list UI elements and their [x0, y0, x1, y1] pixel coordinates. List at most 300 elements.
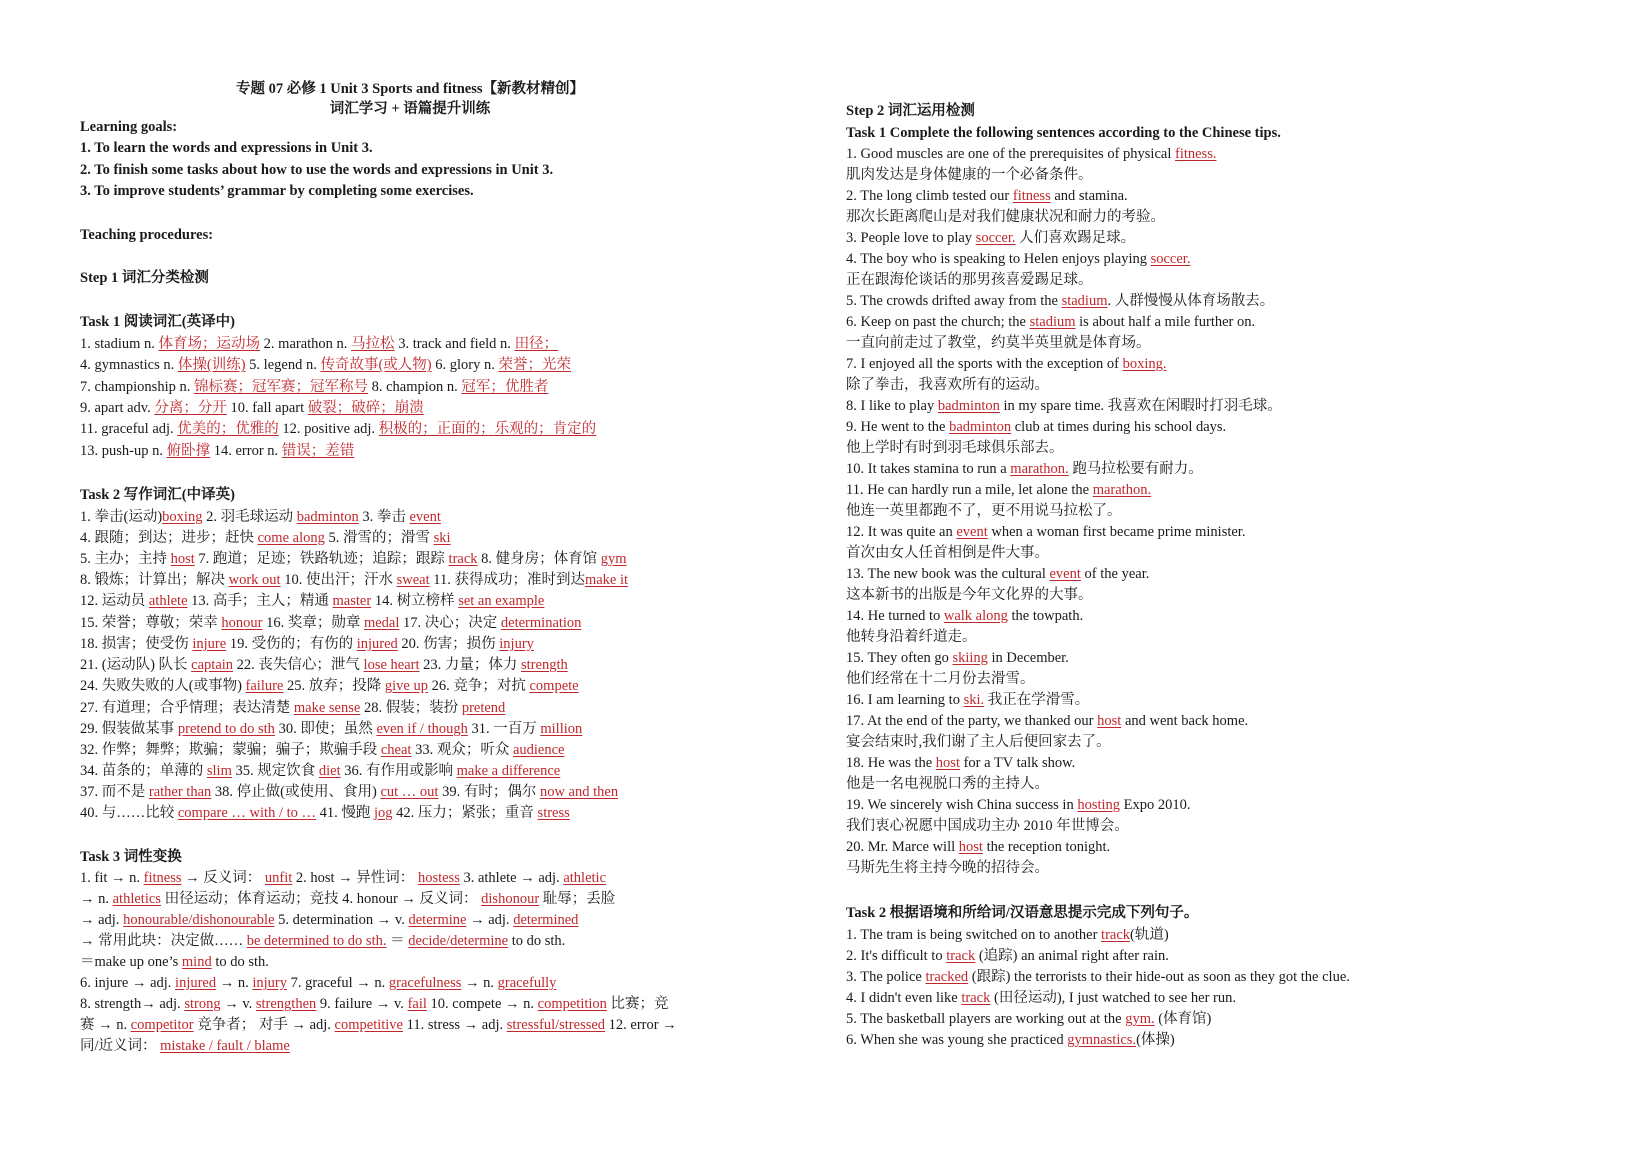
- answer-text: sweat: [396, 572, 430, 588]
- section-heading: [80, 225, 213, 245]
- line-text: 17. 决心；决定: [399, 615, 501, 631]
- line-text: 33. 观众；听众: [411, 742, 513, 758]
- line-text: (追踪) an animal right after rain.: [975, 948, 1169, 964]
- line-text: → n.: [461, 975, 498, 991]
- answer-text: mind: [181, 954, 212, 970]
- answer-text: strengthen: [255, 996, 317, 1012]
- line-text: 田径运动；体育运动；竞技 4. honour → 反义词：: [160, 891, 482, 907]
- answer-text: come along: [257, 530, 325, 546]
- line-text: 24. 失败失败的人(或事物): [80, 678, 246, 694]
- text-line: [846, 270, 1093, 290]
- line-text: (体育馆): [1154, 1011, 1212, 1027]
- text-line: [80, 419, 596, 439]
- line-text: 28. 假装；装扮: [360, 700, 462, 716]
- text-line: [80, 441, 354, 461]
- answer-text: badminton: [937, 398, 1000, 414]
- line-text: 4. 跟随；到达；进步；赶快: [80, 530, 258, 546]
- line-text: . 人群慢慢从体育场散去。: [1107, 293, 1275, 309]
- line-text: 39. 有时；偶尔: [438, 784, 540, 800]
- answer-text: fitness: [1012, 188, 1051, 204]
- line-text: → v.: [220, 996, 256, 1012]
- line-text: 5. 滑雪的；滑雪: [324, 530, 434, 546]
- line-text: 14. error n.: [210, 443, 282, 459]
- text-line: [846, 753, 1075, 773]
- line-text: of the year.: [1080, 566, 1150, 582]
- answer-text: tracked: [925, 969, 969, 985]
- line-text: club at times during his school days.: [1011, 419, 1227, 435]
- line-text: 18. He was the: [846, 755, 936, 771]
- answer-text: 分离；分开: [154, 400, 227, 416]
- line-text: 9. apart adv.: [80, 400, 155, 416]
- text-line: [80, 591, 544, 611]
- answer-text: badminton: [949, 419, 1012, 435]
- text-line: [80, 549, 627, 569]
- answer-text: stress: [537, 805, 570, 821]
- line-text: 1. stadium n.: [80, 336, 159, 352]
- answer-text: failure: [245, 678, 284, 694]
- answer-text: determination: [500, 615, 582, 631]
- text-line: [846, 165, 1093, 185]
- text-line: [80, 698, 505, 718]
- text-line: [846, 249, 1190, 269]
- line-text: 3. athlete → adj.: [459, 870, 564, 886]
- answer-text: track: [448, 551, 478, 567]
- line-text: 1. fit → n.: [80, 870, 144, 886]
- text-line: [846, 354, 1167, 374]
- line-text: 6. Keep on past the church; the: [846, 314, 1030, 330]
- answer-text: strong: [184, 996, 221, 1012]
- line-text: Task 3 词性变换: [80, 849, 182, 865]
- answer-text: marathon.: [1092, 482, 1152, 498]
- line-text: 5. 主办；主持: [80, 551, 171, 567]
- answer-text: athletic: [563, 870, 606, 886]
- answer-text: 俯卧撑: [166, 443, 211, 459]
- section-heading: [80, 181, 474, 201]
- line-text: 10. It takes stamina to run a: [846, 461, 1011, 477]
- line-text: 2. The long climb tested our: [846, 188, 1013, 204]
- answer-text: give up: [384, 678, 428, 694]
- text-line: [80, 910, 578, 930]
- answer-text: honour: [221, 615, 263, 631]
- answer-text: competitive: [334, 1017, 403, 1033]
- answer-text: hosting: [1077, 797, 1121, 813]
- answer-text: jog: [374, 805, 393, 821]
- answer-text: competition: [537, 996, 607, 1012]
- line-text: 耻辱；丢脸: [539, 891, 616, 907]
- answer-text: badminton: [296, 509, 359, 525]
- answer-text: soccer.: [1150, 251, 1191, 267]
- text-line: [80, 634, 534, 654]
- text-line: [80, 931, 565, 951]
- answer-text: audience: [512, 742, 565, 758]
- line-text: (田径运动), I just watched to see her run.: [990, 990, 1236, 1006]
- line-text: 马斯先生将主持今晚的招待会。: [846, 860, 1049, 876]
- line-text: 他是一名电视脱口秀的主持人。: [846, 776, 1049, 792]
- answer-text: walk along: [943, 608, 1008, 624]
- line-text: 23. 力量；体力: [419, 657, 522, 673]
- section-heading: [80, 268, 209, 288]
- answer-text: stressful/stressed: [506, 1017, 606, 1033]
- line-text: 15. They often go: [846, 650, 953, 666]
- line-text: (跟踪) the terrorists to their hide-out as soon as they got the clue.: [968, 969, 1350, 985]
- line-text: (轨道): [1130, 927, 1169, 943]
- line-text: Task 2 写作词汇(中译英): [80, 487, 235, 503]
- line-text: 比赛；竞: [606, 996, 669, 1012]
- answer-text: 马拉松: [351, 336, 395, 352]
- line-text: → adj.: [466, 912, 514, 928]
- answer-text: boxing.: [1122, 356, 1167, 372]
- text-line: [846, 291, 1274, 311]
- text-line: [846, 648, 1069, 668]
- line-text: 12. positive adj.: [278, 421, 379, 437]
- line-text: 4. I didn't even like: [846, 990, 962, 1006]
- answer-text: make sense: [293, 700, 361, 716]
- line-text: 8. I like to play: [846, 398, 938, 414]
- answer-text: event: [409, 509, 441, 525]
- text-line: [80, 334, 558, 354]
- text-line: [846, 816, 1129, 836]
- line-text: 5. The basketball players are working out at the: [846, 1011, 1126, 1027]
- answer-text: cut … out: [380, 784, 439, 800]
- line-text: 他上学时有时到羽毛球俱乐部去。: [846, 440, 1064, 456]
- line-text: 34. 苗条的；单薄的: [80, 763, 207, 779]
- line-text: ＝make up one’s: [80, 954, 182, 970]
- answer-text: million: [540, 721, 583, 737]
- line-text: 13. push-up n.: [80, 443, 167, 459]
- text-line: [846, 417, 1226, 437]
- text-line: [846, 690, 1089, 710]
- text-line: [846, 312, 1255, 332]
- answer-text: 错误；差错: [281, 443, 355, 459]
- text-line: [80, 889, 615, 909]
- text-line: [80, 782, 618, 802]
- section-heading: [80, 485, 235, 505]
- answer-text: injured: [356, 636, 398, 652]
- text-line: [846, 501, 1122, 521]
- answer-text: 锦标赛；冠军赛；冠军称号: [193, 379, 368, 395]
- answer-text: honourable/dishonourable: [123, 912, 275, 928]
- text-line: [80, 761, 560, 781]
- line-text: 41. 慢跑: [316, 805, 375, 821]
- answer-text: host: [1097, 713, 1122, 729]
- answer-text: unfit: [264, 870, 293, 886]
- answer-text: 破裂；破碎；崩溃: [307, 400, 424, 416]
- answer-text: pretend to do sth: [177, 721, 275, 737]
- text-line: [80, 740, 565, 760]
- answer-text: host: [958, 839, 983, 855]
- answer-text: rather than: [148, 784, 212, 800]
- text-line: [846, 988, 1236, 1008]
- text-line: [846, 837, 1110, 857]
- answer-text: mistake / fault / blame: [160, 1038, 290, 1054]
- line-text: 19. 受伤的；有伤的: [226, 636, 357, 652]
- line-text: 27. 有道理；合乎情理；表达清楚: [80, 700, 294, 716]
- line-text: for a TV talk show.: [959, 755, 1076, 771]
- line-text: 12. 运动员: [80, 593, 149, 609]
- text-line: [80, 803, 570, 823]
- line-text: 一直向前走过了教堂，约莫半英里就是体育场。: [846, 335, 1151, 351]
- line-text: 11. 获得成功；准时到达: [429, 572, 585, 588]
- answer-text: compare … with / to …: [177, 805, 317, 821]
- answer-text: set an example: [458, 593, 545, 609]
- line-text: 13. The new book was the cultural: [846, 566, 1050, 582]
- line-text: 7. championship n.: [80, 379, 194, 395]
- line-text: 20. 伤害；损伤: [397, 636, 500, 652]
- line-text: 19. We sincerely wish China success in: [846, 797, 1078, 813]
- line-text: 2. It's difficult to: [846, 948, 947, 964]
- line-text: 3. To improve students’ grammar by completing some exercises.: [80, 183, 474, 199]
- line-text: 那次长距离爬山是对我们健康状况和耐力的考验。: [846, 209, 1165, 225]
- line-text: 7. graceful → n.: [287, 975, 389, 991]
- line-text: → adj.: [80, 912, 124, 928]
- line-text: Task 1 阅读词汇(英译中): [80, 314, 235, 330]
- line-text: and stamina.: [1050, 188, 1128, 204]
- line-text: and went back home.: [1121, 713, 1249, 729]
- answer-text: fail: [407, 996, 427, 1012]
- text-line: [846, 774, 1049, 794]
- text-line: [80, 655, 568, 675]
- answer-text: gym.: [1125, 1011, 1155, 1027]
- line-text: Task 1 Complete the following sentences according to the Chinese tips.: [846, 125, 1281, 141]
- answer-text: diet: [318, 763, 341, 779]
- answer-text: injury: [499, 636, 534, 652]
- line-text: 37. 而不是: [80, 784, 149, 800]
- text-line: [846, 375, 1049, 395]
- line-text: 12. error →: [605, 1017, 677, 1033]
- text-line: [846, 459, 1203, 479]
- text-line: [846, 438, 1064, 458]
- answer-text: gracefully: [497, 975, 557, 991]
- line-text: 6. When she was young she practiced: [846, 1032, 1068, 1048]
- answer-text: track: [1101, 927, 1131, 943]
- line-text: 40. 与……比较: [80, 805, 178, 821]
- line-text: 15. 荣誉；尊敬；荣幸: [80, 615, 222, 631]
- line-text: 我们衷心祝愿中国成功主办 2010 年世博会。: [846, 818, 1129, 834]
- answer-text: fitness: [143, 870, 182, 886]
- text-line: [80, 973, 556, 993]
- line-text: 16. 奖章；勋章: [262, 615, 364, 631]
- answer-text: soccer.: [975, 230, 1016, 246]
- answer-text: make a difference: [456, 763, 561, 779]
- section-heading: [80, 160, 553, 180]
- section-heading: [80, 847, 182, 867]
- section-heading: [846, 101, 975, 121]
- answer-text: 冠军；优胜者: [461, 379, 549, 395]
- text-line: [80, 613, 581, 633]
- line-text: 3. The police: [846, 969, 926, 985]
- line-text: 5. The crowds drifted away from the: [846, 293, 1062, 309]
- page-title: 专题 07 必修 1 Unit 3 Sports and fitness【新教材精创】: [235, 81, 585, 97]
- line-text: Step 1 词汇分类检测: [80, 270, 209, 286]
- line-text: 正在跟海伦谈话的那男孩喜爱踢足球。: [846, 272, 1093, 288]
- answer-text: 优美的；优雅的: [177, 421, 279, 437]
- answer-text: hostess: [417, 870, 460, 886]
- line-text: 11. He can hardly run a mile, let alone the: [846, 482, 1093, 498]
- section-heading: [80, 312, 235, 332]
- text-line: [80, 868, 606, 888]
- section-heading: [846, 903, 1198, 923]
- answer-text: slim: [206, 763, 232, 779]
- line-text: 3. track and field n.: [394, 336, 515, 352]
- answer-text: work out: [228, 572, 281, 588]
- line-text: 35. 规定饮食: [231, 763, 319, 779]
- line-text: 9. He went to the: [846, 419, 950, 435]
- text-line: [846, 144, 1216, 164]
- line-text: 除了拳击，我喜欢所有的运动。: [846, 377, 1049, 393]
- line-text: 肌肉发达是身体健康的一个必备条件。: [846, 167, 1093, 183]
- line-text: Step 2 词汇运用检测: [846, 103, 975, 119]
- line-text: 31. 一百万: [467, 721, 541, 737]
- line-text: (体操): [1136, 1032, 1175, 1048]
- line-text: 8. 锻炼；计算出；解决: [80, 572, 229, 588]
- line-text: Teaching procedures:: [80, 227, 214, 243]
- answer-text: 体育场；运动场: [158, 336, 261, 352]
- line-text: Learning goals:: [80, 119, 178, 135]
- answer-text: pretend: [461, 700, 506, 716]
- text-line: [846, 522, 1245, 542]
- line-text: 38. 停止做(或使用、食用): [211, 784, 381, 800]
- line-text: the reception tonight.: [982, 839, 1111, 855]
- text-line: [846, 543, 1049, 563]
- answer-text: boxing: [162, 509, 203, 525]
- line-text: → 反义词：: [181, 870, 265, 886]
- line-text: 他们经常在十二月份去滑雪。: [846, 671, 1035, 687]
- page-subtitle: 词汇学习 + 语篇提升训练: [329, 101, 491, 117]
- line-text: 32. 作弊；舞弊；欺骗；蒙骗；骗子；欺骗手段: [80, 742, 381, 758]
- answer-text: injure: [192, 636, 227, 652]
- text-line: [846, 967, 1350, 987]
- line-text: 11. graceful adj.: [80, 421, 178, 437]
- line-text: 18. 损害；使受伤: [80, 636, 193, 652]
- line-text: 1. 拳击(运动): [80, 509, 163, 525]
- line-text: 他转身沿着纤道走。: [846, 629, 977, 645]
- line-text: is about half a mile further on.: [1075, 314, 1256, 330]
- line-text: to do sth.: [211, 954, 269, 970]
- text-line: [80, 994, 669, 1014]
- line-text: 10. 使出汗；汗水: [280, 572, 397, 588]
- line-text: 30. 即使；虽然: [274, 721, 377, 737]
- line-text: 10. fall apart: [226, 400, 308, 416]
- line-text: 4. gymnastics n.: [80, 357, 178, 373]
- line-text: 14. He turned to: [846, 608, 944, 624]
- text-line: [846, 925, 1169, 945]
- answer-text: be determined to do sth.: [246, 933, 387, 949]
- line-text: 4. The boy who is speaking to Helen enjoys playing: [846, 251, 1151, 267]
- line-text: 6. glory n.: [431, 357, 499, 373]
- answer-text: strength: [521, 657, 568, 673]
- line-text: 同/近义词：: [80, 1038, 161, 1054]
- text-line: [80, 528, 451, 548]
- answer-text: lose heart: [363, 657, 420, 673]
- text-line: [846, 606, 1083, 626]
- line-text: in my spare time. 我喜欢在闲暇时打羽毛球。: [999, 398, 1282, 414]
- answer-text: dishonour: [481, 891, 540, 907]
- answer-text: marathon.: [1010, 461, 1069, 477]
- answer-text: event: [1049, 566, 1081, 582]
- text-line: [846, 333, 1151, 353]
- line-text: 9. failure → v.: [316, 996, 408, 1012]
- answer-text: even if / though: [376, 721, 468, 737]
- line-text: 42. 压力；紧张；重音: [392, 805, 538, 821]
- text-line: [80, 676, 579, 696]
- answer-text: compete: [529, 678, 579, 694]
- answer-text: track: [961, 990, 991, 1006]
- line-text: 竞争者； 对手 → adj.: [193, 1017, 335, 1033]
- line-text: the towpath.: [1007, 608, 1084, 624]
- answer-text: 田径；: [514, 336, 559, 352]
- text-line: [846, 1009, 1211, 1029]
- answer-text: make it: [584, 572, 629, 588]
- line-text: 赛 → n.: [80, 1017, 131, 1033]
- line-text: 22. 丧失信心；泄气: [233, 657, 364, 673]
- line-text: 人们喜欢踢足球。: [1015, 230, 1136, 246]
- text-line: [846, 946, 1169, 966]
- line-text: 2. 羽毛球运动: [202, 509, 297, 525]
- line-text: 10. compete → n.: [426, 996, 538, 1012]
- line-text: to do sth.: [508, 933, 566, 949]
- answer-text: gym: [600, 551, 627, 567]
- text-line: [846, 795, 1191, 815]
- line-text: 8. 健身房；体育馆: [477, 551, 601, 567]
- line-text: when a woman first became prime minister.: [987, 524, 1246, 540]
- text-line: [80, 570, 628, 590]
- text-line: [846, 627, 977, 647]
- line-text: 7. I enjoyed all the sports with the exception of: [846, 356, 1123, 372]
- line-text: 11. stress → adj.: [403, 1017, 507, 1033]
- line-text: 20. Mr. Marce will: [846, 839, 959, 855]
- line-text: 17. At the end of the party, we thanked our: [846, 713, 1098, 729]
- answer-text: decide/determine: [408, 933, 509, 949]
- line-text: 这本新书的出版是今年文化界的大事。: [846, 587, 1093, 603]
- text-line: [80, 398, 424, 418]
- answer-text: fitness.: [1174, 146, 1217, 162]
- text-line: [846, 186, 1128, 206]
- text-line: [80, 355, 571, 375]
- line-text: Expo 2010.: [1120, 797, 1191, 813]
- text-line: [80, 1036, 290, 1056]
- line-text: 1. To learn the words and expressions in Unit 3.: [80, 140, 373, 156]
- text-line: [846, 207, 1165, 227]
- answer-text: determine: [408, 912, 467, 928]
- line-text: 宴会结束时,我们谢了主人后便回家去了。: [846, 734, 1111, 750]
- line-text: 36. 有作用或影响: [340, 763, 457, 779]
- answer-text: captain: [191, 657, 234, 673]
- answer-text: event: [956, 524, 988, 540]
- answer-text: master: [332, 593, 372, 609]
- answer-text: gymnastics.: [1067, 1032, 1137, 1048]
- line-text: 我正在学滑雪。: [984, 692, 1090, 708]
- answer-text: 体操(训练): [177, 357, 246, 373]
- text-line: [846, 564, 1149, 584]
- answer-text: competitor: [130, 1017, 194, 1033]
- text-line: [846, 732, 1111, 752]
- text-line: [846, 669, 1035, 689]
- answer-text: determined: [513, 912, 579, 928]
- section-heading: [846, 123, 1281, 143]
- line-text: 3. 拳击: [358, 509, 410, 525]
- text-line: [846, 480, 1151, 500]
- line-text: 16. I am learning to: [846, 692, 964, 708]
- line-text: 8. champion n.: [367, 379, 462, 395]
- line-text: ＝: [386, 933, 409, 949]
- answer-text: 积极的；正面的；乐观的；肯定的: [378, 421, 597, 437]
- answer-text: gracefulness: [388, 975, 462, 991]
- answer-text: now and then: [539, 784, 619, 800]
- line-text: 2. marathon n.: [260, 336, 352, 352]
- text-line: [80, 1015, 677, 1035]
- line-text: 5. determination → v.: [274, 912, 409, 928]
- answer-text: track: [946, 948, 976, 964]
